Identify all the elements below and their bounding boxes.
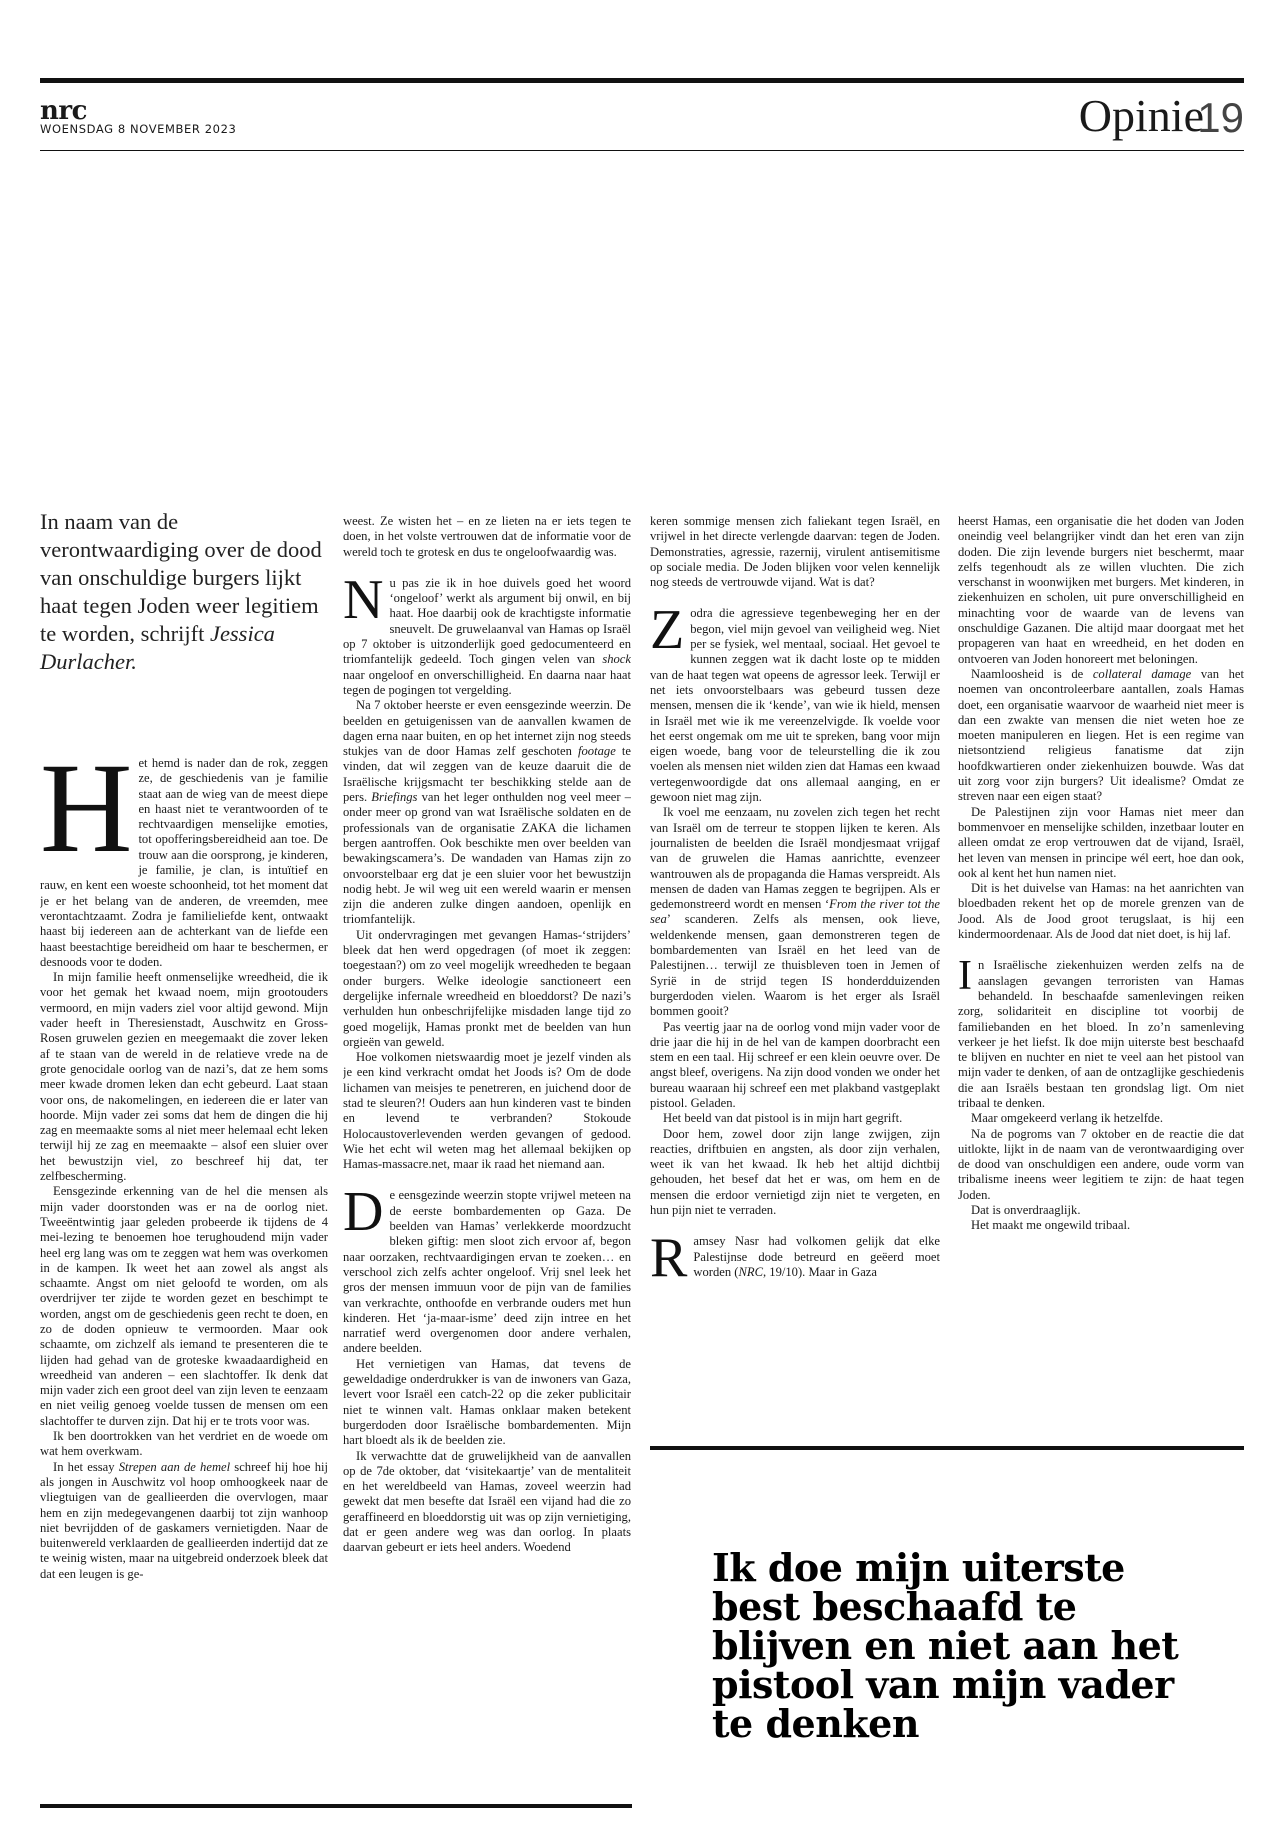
paragraph: Nu pas zie ik in hoe duivels goed het woord ‘ongeloof’ werkt als argument bij onwil, en bij haat. Hoe daarbij ook de krachtigste informatie sneuvelt. De gruwelaanval van Hamas op Israël op 7 oktober is uitzonderlijk goed gedocumenteerd en triomfantelijk gedeeld. Toch gingen velen van shock naar ongeloof en onverschilligheid. En daarna naar haat tegen de pogingen tot vergelding. [343,568,631,697]
article-column-3 [650,514,940,1324]
paragraph: Hoe volkomen nietswaardig moet je jezelf vinden als je een kind verkracht omdat het Joods is? Om de dode lichamen van meisjes te penetreren, en juichend door de stad te sleuren?! Ouders aan hun kinderen vast te binden en levend te verbranden? Stokoude Holocaustoverlevenden werden gevangen of gedood. Wie het echt wil weten mag het allemaal bekijken op Hamas-massacre.net, maar ik raad het niemand aan. [343,1050,631,1172]
header-rule [40,150,1244,151]
paragraph: Dit is het duivelse van Hamas: na het aanrichten van bloedbaden rekent het op de morele grenzen van de Jood. Als de Jood groot terugslaat, is hij een kindermoordenaar. Als de Jood dat niet doet, is hij laf. [958,881,1244,942]
pullquote-top-rule [650,1446,1244,1450]
paragraph: et hemd is nader dan de rok, zeggen ze, de geschiedenis van je familie staat aan de wieg van de meest diepe en haast niet te verantwoorden of te rechtvaardigen menselijke emoties, tot opofferingsbereidheid aan toe. De trouw aan die oorsprong, je kinderen, je familie, je clan, is intuïtief en rauw, en kent een woeste schoonheid, tot het moment dat je er het belang van de anderen, de vreemden, mee verontachtzaamt. Zodra je familieliefde kent, ontwaakt haast bij iedereen aan de achterkant van de liefde een haast beestachtige bereidheid om haar te beschermen, er desnoods voor te doden. [40,756,328,969]
page-number: 19 [1197,94,1244,141]
bottom-rule [40,1804,632,1808]
masthead-logo: nrc [40,96,87,126]
dropcap: N [343,568,384,631]
intro-author: Jessica Durlacher. [40,621,275,674]
paragraph: Ramsey Nasr had volkomen gelijk dat elke Palestijnse dode betreurd en geëerd moet worden (NRC, 19/10). Maar in Gaza [650,1227,940,1290]
article-column-1 [40,756,328,1756]
intro-lead: In naam van de verontwaardiging over de dood van onschuldige burgers lijkt haat tegen Joden weer legitiem te worden, schrijft Jessica Durlacher. [40,509,322,674]
paragraph: In Israëlische ziekenhuizen werden zelfs na de aanslagen gevangen terroristen van Hamas behandeld. In beschaafde samenlevingen reiken zorg, solidariteit en discipline tot voorbij de familiebanden en het bloed. In zo’n samenleving verkeer je het liefst. Ik doe mijn uiterste best beschaafd te blijven en nuchter en niet te veel aan het pistool van mijn vader te denken, of aan de ontzaglijke geschiedenis die aan Israëls bestaan ten grondslag ligt. Om niet tribaal te denken. [958,953,1244,1110]
paragraph: Eensgezinde erkenning van de hel die mensen als mijn vader doorstonden was er na de oorlog niet. Tweeëntwintig jaar geleden probeerde ik tijdens de 4 mei-lezing te benoemen hoe terughoudend mijn vader heel erg lang was om te zeggen wat hem was overkomen in de kampen. Ik weet het aan zowel als angst als schaamte. Angst om niet geloofd te worden, om als overdrijver ter zijde te worden gezet en beschimpt te worden, angst om de geschiedenis geen recht te doen, en zo de doden opnieuw te vermoorden. Maar ook schaamte, om zichzelf als iemand te presenteren die te lijden had gehad van de groteske kwaadaardigheid en wreedheid van anderen – een slachtoffer. Ik denk dat mijn vader zich een groot deel van zijn leven te eenzaam en niet veilig genoeg voelde tussen de mensen om een slachtoffer te durven zijn. Dat hij er te trots voor was. [40,1184,328,1428]
paragraph: Dat is onverdraaglijk. [971,1203,1081,1218]
paragraph: Na 7 oktober heerste er even eensgezinde weerzin. De beelden en getuigenissen van de aanvallen kwamen de dagen erna naar buiten, en op het internet zijn nog steeds stukjes van de door Hamas zelf geschoten footage te vinden, dat wil zeggen van de keuze daaruit die de Israëlische krijgsmacht ter beschikking stelde aan de pers. Briefings van het leger onthulden nog veel meer – onder meer op grond van wat Israëlische soldaten en de professionals van de organisatie ZAKA die lichamen bergen aantroffen. Ook beschikte men over beelden van bewakingscamera’s. De wandaden van Hamas zijn zo onvoorstelbaar erg dat je een sluier voor het bewustzijn nodig hebt. Je wil weg uit een wereld waarin er mensen zijn die anderen zulke dingen aandoen, openlijk en triomfantelijk. [343,698,631,927]
paragraph: keren sommige mensen zich faliekant tegen Israël, en vrijwel in het directe verlengde daarvan: tegen de Joden. Demonstraties, agressie, razernij, virulent antisemitisme op sociale media. De Joden blijken voor velen kennelijk nog steeds de vertrouwde vijand. Wat is dat? [650,514,940,590]
pullquote: Ik doe mijn uiterste best beschaafd te blijven en niet aan het pistool van mijn vader te denken [712,1545,1179,1746]
paragraph: Het vernietigen van Hamas, dat tevens de geweldadige onderdrukker is van de inwoners van Gaza, levert voor Israël een catch-22 op die zeker publicitair niet te winnen valt. Hamas onklaar maken betekent burgerdoden door Israëlische bombardementen. Mijn hart bloedt als ik de beelden zie. [343,1356,631,1448]
paragraph: Ik ben doortrokken van het verdriet en de woede om wat hem overkwam. [40,1429,328,1459]
paragraph: heerst Hamas, een organisatie die het doden van Joden oneindig veel belangrijker vindt dan het eren van zijn doden. Die zijn levende burgers niet beschermt, maar zelfs tegenhoudt als ze willen vluchten. Die zich verschanst in woonwijken met burgers. Met kinderen, in ziekenhuizen en scholen, uit pure onverschilligheid en minachting voor de waarde van de levens van onschuldige Gazanen. Die altijd maar doorgaat met het propageren van haat en wreedheid, en het doden en ontvoeren van Joden honoreert met beloningen. [958,514,1244,666]
article-column-2 [343,514,631,1754]
dropcap: H [40,756,133,879]
article-column-4 [958,514,1244,1384]
paragraph: Ik voel me eenzaam, nu zovelen zich tegen het recht van Israël om de terreur te stoppen lijken te keren. Als journalisten de beelden die Israël mondjesmaat vrijgaf van de gruwelen die Hamas aanrichtte, evenzeer wantrouwen als de propaganda die Hamas verspreidt. Als mensen de daden van Hamas zeggen te begrijpen. Als er gedemonstreerd wordt en mensen ‘From the river tot the sea’ scanderen. Zelfs als mensen, ook lieve, weldenkende mensen, gaan demonstreren tegen de bombardementen van Israël en het leed van de Palestijnen… terwijl ze thuisbleven toen in Jemen of Syrië in de strijd tegen IS honderdduizenden burgerdoden vielen. Waarom is het erger als Israël bommen gooit? [650,805,940,1019]
paragraph: weest. Ze wisten het – en ze lieten na er iets tegen te doen, in het volste vertrouwen dat de informatie voor de wereld toch te grotesk en dus te ongeloofwaardig was. [343,514,631,559]
paragraph: Pas veertig jaar na de oorlog vond mijn vader voor de drie jaar die hij in de hel van de kampen doorbracht een stem en een taal. Hij schreef er een klein oeuvre over. De angst bleef, overigens. Na zijn dood vonden we onder het bureau waaraan hij schreef een met plakband vastgeplakt pistool. Geladen. [650,1019,940,1110]
paragraph: Zodra die agressieve tegenbeweging her en der begon, viel mijn gevoel van veiligheid weg. Niet per se fysiek, wel mentaal, sociaal. Het gevoel te kunnen zeggen wat ik dacht loste op te midden van de haat tegen wat opeens de agressor leek. Terwijl er net iets onvoorstelbaars was gebeurd tussen deze mensen, mensen die ik ‘kende’, van wie ik hield, mensen in Israël met wie ik me vereenzelvigde. Ik voelde voor het eerst ongemak om me uit te spreken, bang voor mijn eigen woede, bang voor de teleurstelling die ik zou voelen als mensen niet wilden zien dat Hamas een kwaad vertegenwoordigde dat ons allemaal aanging, en er gewoon niet mag zijn. [650,599,940,805]
paragraph: Maar omgekeerd verlang ik hetzelfde. [971,1111,1163,1126]
paragraph: In mijn familie heeft onmenselijke wreedheid, die ik voor het gemak het kwaad noem, mijn grootouders vermoord, en mijn vaders ziel voor altijd gewond. Mijn vader heeft in Theresienstadt, Auschwitz en Gross-Rosen gruwelen gezien en meegemaakt die zover leken af te staan van de wereld in de relatieve vrede na de grote genocidale oorlog van de nazi’s, dat ze hem soms meer kwade dromen leken dan echt gebeurd. Laat staan voor ons, de nakomelingen, en iedereen die er later van hoorde. Mijn vader zei soms dat hem de dingen die hij zag en meemaakte soms al niet meer helemaal echt leken terwijl hij ze zag en meemaakte – alsof een sluier over het bewustzijn viel, zo beschreef hij dat, ter zelfbescherming. [40,970,328,1184]
paragraph: In het essay Strepen aan de hemel schreef hij hoe hij als jongen in Auschwitz vol hoop omhoogkeek naar de vliegtuigen van de geallieerden die overvlogen, maar hem en zijn medegevangenen daarbij tot zijn wanhoop niet bevrijdden of de gaskamers vernietigden. Naar de buitenwereld verklaarden de geallieerden indertijd dat ze te weinig wisten, maar na uitgebreid onderzoek bleek dat dat een leugen is ge- [40,1459,328,1581]
masthead-date: WOENSDAG 8 NOVEMBER 2023 [40,122,237,136]
paragraph: Door hem, zowel door zijn lange zwijgen, zijn reacties, driftbuien en angsten, als door zijn verhalen, weet ik van het kwaad. Ik heb het altijd dichtbij gehouden, het besef dat het er was, om hem en de mensen die erdoor vernietigd zijn niet te vergeten, en hun pijn niet te verraden. [650,1126,940,1218]
dropcap: D [343,1181,384,1244]
paragraph: Naamloosheid is de collateral damage van het noemen van oncontroleerbare aantallen, zoals Hamas doet, een organisatie waarvoor de waarheid niet meer is dan een zwakte van mensen die niet weten hoe ze moeten manipuleren en liegen. Het is een regime van nietsontziend religieus fanatisme dat zijn hoofdkwartieren onder ziekenhuizen bouwde. Was dat uit zorg voor zijn burgers? Uit idealisme? Omdat ze streven naar een eigen staat? [958,666,1244,804]
paragraph: Ik verwachtte dat de gruwelijkheid van de aanvallen op de 7de oktober, dat ‘visitekaartje’ van de mentaliteit en het wereldbeeld van Hamas, zoveel weerzin had gewekt dat men besefte dat Israël een vijand had die zo geraffineerd en bloeddorstig uit was op zijn vernietiging, dat er geen andere weg was dan oorlog. In plaats daarvan gebeurt er iets heel anders. Woedend [343,1448,631,1555]
dropcap: Z [650,599,685,662]
section-title: Opinie [1078,90,1204,141]
top-rule [40,78,1244,83]
dropcap: I [958,953,972,1000]
paragraph: Na de pogroms van 7 oktober en de reactie die dat uitlokte, lijkt in de naam van de verontwaardiging over de dood van onschuldigen een andere, oude vorm van tribalisme ineens weer legitiem te zijn: de haat tegen Joden. [958,1126,1244,1202]
paragraph: De Palestijnen zijn voor Hamas niet meer dan bommenvoer en menselijke schilden, inzetbaar louter en alleen omdat ze erop vertrouwen dat de vijand, Israël, het leven van mensen in principe wél eert, hoe dan ook, ook al kent het hun namen niet. [958,804,1244,880]
paragraph: Het beeld van dat pistool is in mijn hart gegrift. [663,1111,903,1126]
paragraph: De eensgezinde weerzin stopte vrijwel meteen na de eerste bombardementen op Gaza. De beelden van Hamas’ verlekkerde moordzucht bleken giftig: men sloot zich ervoor af, begon naar oorzaken, rechtvaardigingen ervan te zoeken… en verschool zich zelfs achter ongeloof. Vrij snel leek het gros der mensen immuun voor de pijn van de families van verkrachte, onthoofde en verbrande ouders met hun kinderen. Het ‘ja-maar-isme’ deed zijn intree en het narratief werd overgenomen door andere verhalen, andere beelden. [343,1181,631,1356]
paragraph: Uit ondervragingen met gevangen Hamas-‘strijders’ bleek dat hen werd opgedragen (of moet ik zeggen: toegestaan?) om zo veel mogelijk wreedheden te begaan onder burgers. Welke ideologie sanctioneert een dergelijke infernale wreedheid en bloeddorst? De nazi’s verhulden hun onbeschrijfelijke misdaden lange tijd zo goed mogelijk, Hamas pronkt met de beelden van hun orgieën van geweld. [343,927,631,1049]
paragraph: Het maakt me ongewild tribaal. [971,1218,1131,1233]
dropcap: R [650,1227,688,1290]
